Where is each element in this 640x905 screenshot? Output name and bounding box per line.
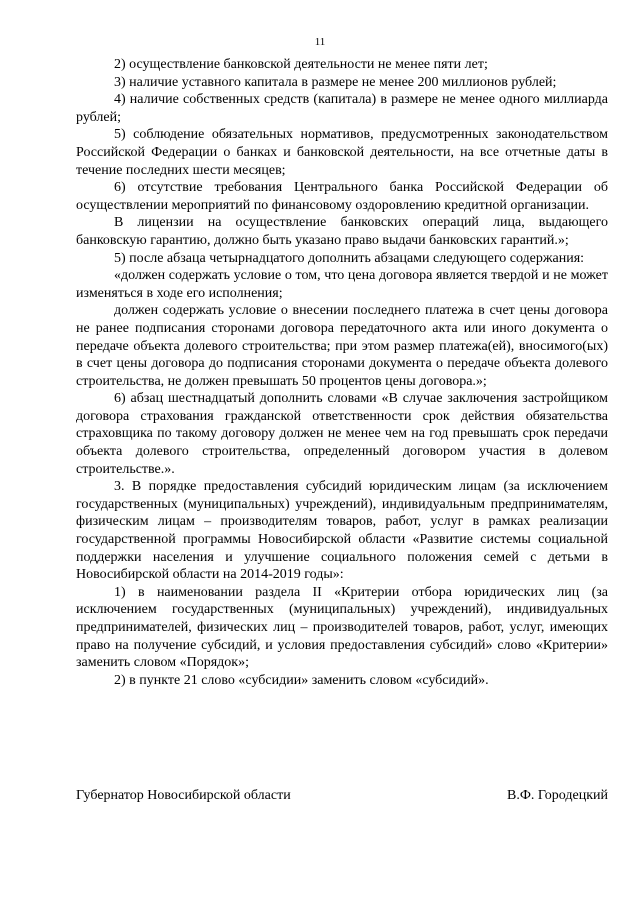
paragraph: 3. В порядке предоставления субсидий юридическим лицам (за исключением государственных (муниципальных) учреждений), индивидуальным предпринимателям, физическим лицам – производителям товаров, работ, услуг в рамках реализации государственной программы Новосибирской области «Развитие системы социальной поддержки населения и улучшение социального положения семей с детьми в Новосибирской области на 2014-2019 годы»: bbox=[76, 479, 608, 583]
document-body bbox=[76, 56, 608, 689]
page-number: 11 bbox=[314, 36, 326, 48]
paragraph: 6) отсутствие требования Центрального банка Российской Федерации об осуществлении мероприятий по финансовому оздоровлению кредитной организации. bbox=[76, 180, 608, 213]
paragraph: В лицензии на осуществление банковских операций лица, выдающего банковскую гарантию, должно быть указано право выдачи банковских гарантий.»; bbox=[76, 215, 608, 248]
paragraph: 6) абзац шестнадцатый дополнить словами «В случае заключения застройщиком договора страхования гражданской ответственности срок действия обязательства страховщика по такому договору должен не менее чем на год превышать срок передачи объекта долевого строительства, определенный договором участия в долевом строительстве.». bbox=[76, 391, 608, 477]
paragraph: 2) в пункте 21 слово «субсидии» заменить словом «субсидий». bbox=[114, 672, 489, 688]
paragraph: 2) осуществление банковской деятельности не менее пяти лет; bbox=[114, 57, 488, 72]
paragraph: 3) наличие уставного капитала в размере не менее 200 миллионов рублей; bbox=[114, 74, 557, 90]
signature-block bbox=[76, 788, 608, 804]
paragraph: «должен содержать условие о том, что цена договора является твердой и не может изменяться в ходе его исполнения; bbox=[76, 268, 608, 301]
signatory-name: В.Ф. Городецкий bbox=[507, 788, 608, 803]
paragraph: 5) после абзаца четырнадцатого дополнить абзацами следующего содержания: bbox=[114, 250, 585, 266]
paragraph: 1) в наименовании раздела II «Критерии отбора юридических лиц (за исключением государственных (муниципальных) учреждений), индивидуальных предпринимателей, физических лиц – производителей товаров, работ, услуг, имеющих право на получение субсидий, и условия предоставления субсидий» слово «Критерии» заменить словом «Порядок»; bbox=[76, 584, 608, 671]
paragraph: 5) соблюдение обязательных нормативов, предусмотренных законодательством Российской Федерации о банках и банковской деятельности, на все отчетные даты в течение последних шести месяцев; bbox=[76, 127, 608, 178]
signatory-position: Губернатор Новосибирской области bbox=[76, 788, 291, 803]
paragraph: должен содержать условие о внесении последнего платежа в счет цены договора не ранее подписания сторонами договора передаточного акта или иного документа о передаче объекта долевого строительства; при этом размер платежа(ей), вносимого(ых) в счет цены договора до подписания сторонами документа о передаче объекта долевого строительства, не должен превышать 50 процентов цены договора.»; bbox=[76, 303, 608, 389]
paragraph: 4) наличие собственных средств (капитала) в размере не менее одного миллиарда рублей; bbox=[76, 92, 608, 125]
